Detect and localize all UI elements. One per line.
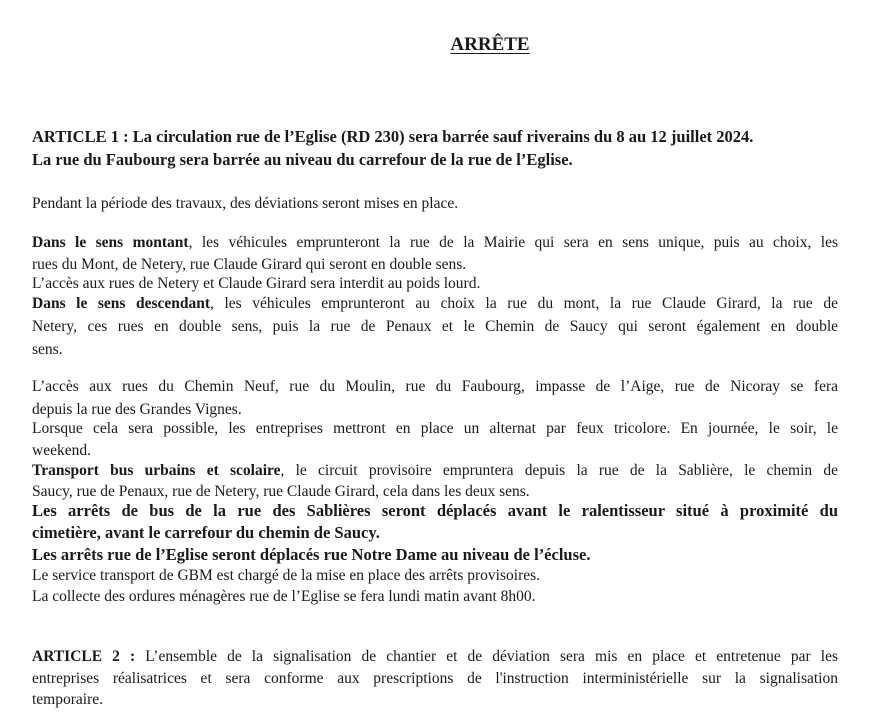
article1-text: La circulation rue de l’Eglise (RD 230) sera barrée sauf riverains du 8 au 12 juillet 2024. [132, 127, 754, 146]
arrets-bus-line2: cimetière, avant le carrefour du chemin de Saucy. [32, 523, 380, 542]
arrets-eglise: Les arrêts rue de l’Eglise seront déplacés rue Notre Dame au niveau de l’écluse. [32, 545, 591, 564]
montant-line1 [32, 233, 838, 253]
montant-line2: rues du Mont, de Netery, rue Claude Girard qui seront en double sens. [32, 256, 467, 273]
montant-text1: , les véhicules emprunteront la rue de la Mairie qui sera en sens unique, puis au choix, les [188, 234, 838, 251]
article1-label: ARTICLE 1 : [32, 127, 129, 146]
arrets-bus-line1: Les arrêts de bus de la rue des Sablières seront déplacés avant le ralentisseur situé à proximité du [32, 501, 838, 520]
montant-bold: Dans le sens montant [32, 234, 189, 251]
article2-line3: temporaire. [32, 691, 104, 708]
acces-line1: L’accès aux rues du Chemin Neuf, rue du Moulin, rue du Faubourg, impasse de l’Aige, rue de Nicoray se fera [32, 378, 838, 395]
service-gbm: Le service transport de GBM est chargé de la mise en place des arrêts provisoires. [32, 567, 541, 584]
document-title [0, 34, 870, 56]
montant-line3: L’accès aux rues de Netery et Claude Girard sera interdit au poids lourd. [32, 275, 481, 292]
article2-line1 [32, 647, 838, 667]
article2-label: ARTICLE 2 : [32, 648, 136, 665]
descendant-line3: sens. [32, 341, 63, 358]
descendant-line1 [32, 294, 838, 314]
paragraph-travaux: Pendant la période des travaux, des déviations seront mises en place. [32, 195, 459, 212]
article2-text1: L’ensemble de la signalisation de chantier et de déviation sera mis en place et entretenue par les [135, 648, 838, 665]
article1-line1 [32, 127, 838, 147]
collecte: La collecte des ordures ménagères rue de l’Eglise se fera lundi matin avant 8h00. [32, 588, 536, 605]
descendant-line2: Netery, ces rues en double sens, puis la rue de Penaux et le Chemin de Saucy qui seront également en double [32, 318, 838, 335]
alternat-line1: Lorsque cela sera possible, les entreprises mettront en place un alternat par feux tricolore. En journée, le soir, le [32, 420, 838, 437]
article2-line2: entreprises réalisatrices et sera conforme aux prescriptions de l'instruction interministérielle sur la signalisation [32, 670, 838, 687]
transport-line1 [32, 461, 838, 481]
transport-line2: Saucy, rue de Penaux, rue de Netery, rue Claude Girard, cela dans les deux sens. [32, 483, 530, 500]
transport-text1: , le circuit provisoire empruntera depuis la rue de la Sablière, le chemin de [280, 462, 838, 479]
alternat-line2: weekend. [32, 442, 91, 459]
descendant-text1: , les véhicules emprunteront au choix la rue du mont, la rue Claude Girard, la rue de [210, 295, 838, 312]
article1-line2: La rue du Faubourg sera barrée au niveau du carrefour de la rue de l’Eglise. [32, 150, 573, 169]
descendant-bold: Dans le sens descendant [32, 295, 211, 312]
transport-bold: Transport bus urbains et scolaire [32, 462, 281, 479]
title-text: ARRÊTE [450, 34, 530, 55]
acces-line2: depuis la rue des Grandes Vignes. [32, 401, 242, 418]
